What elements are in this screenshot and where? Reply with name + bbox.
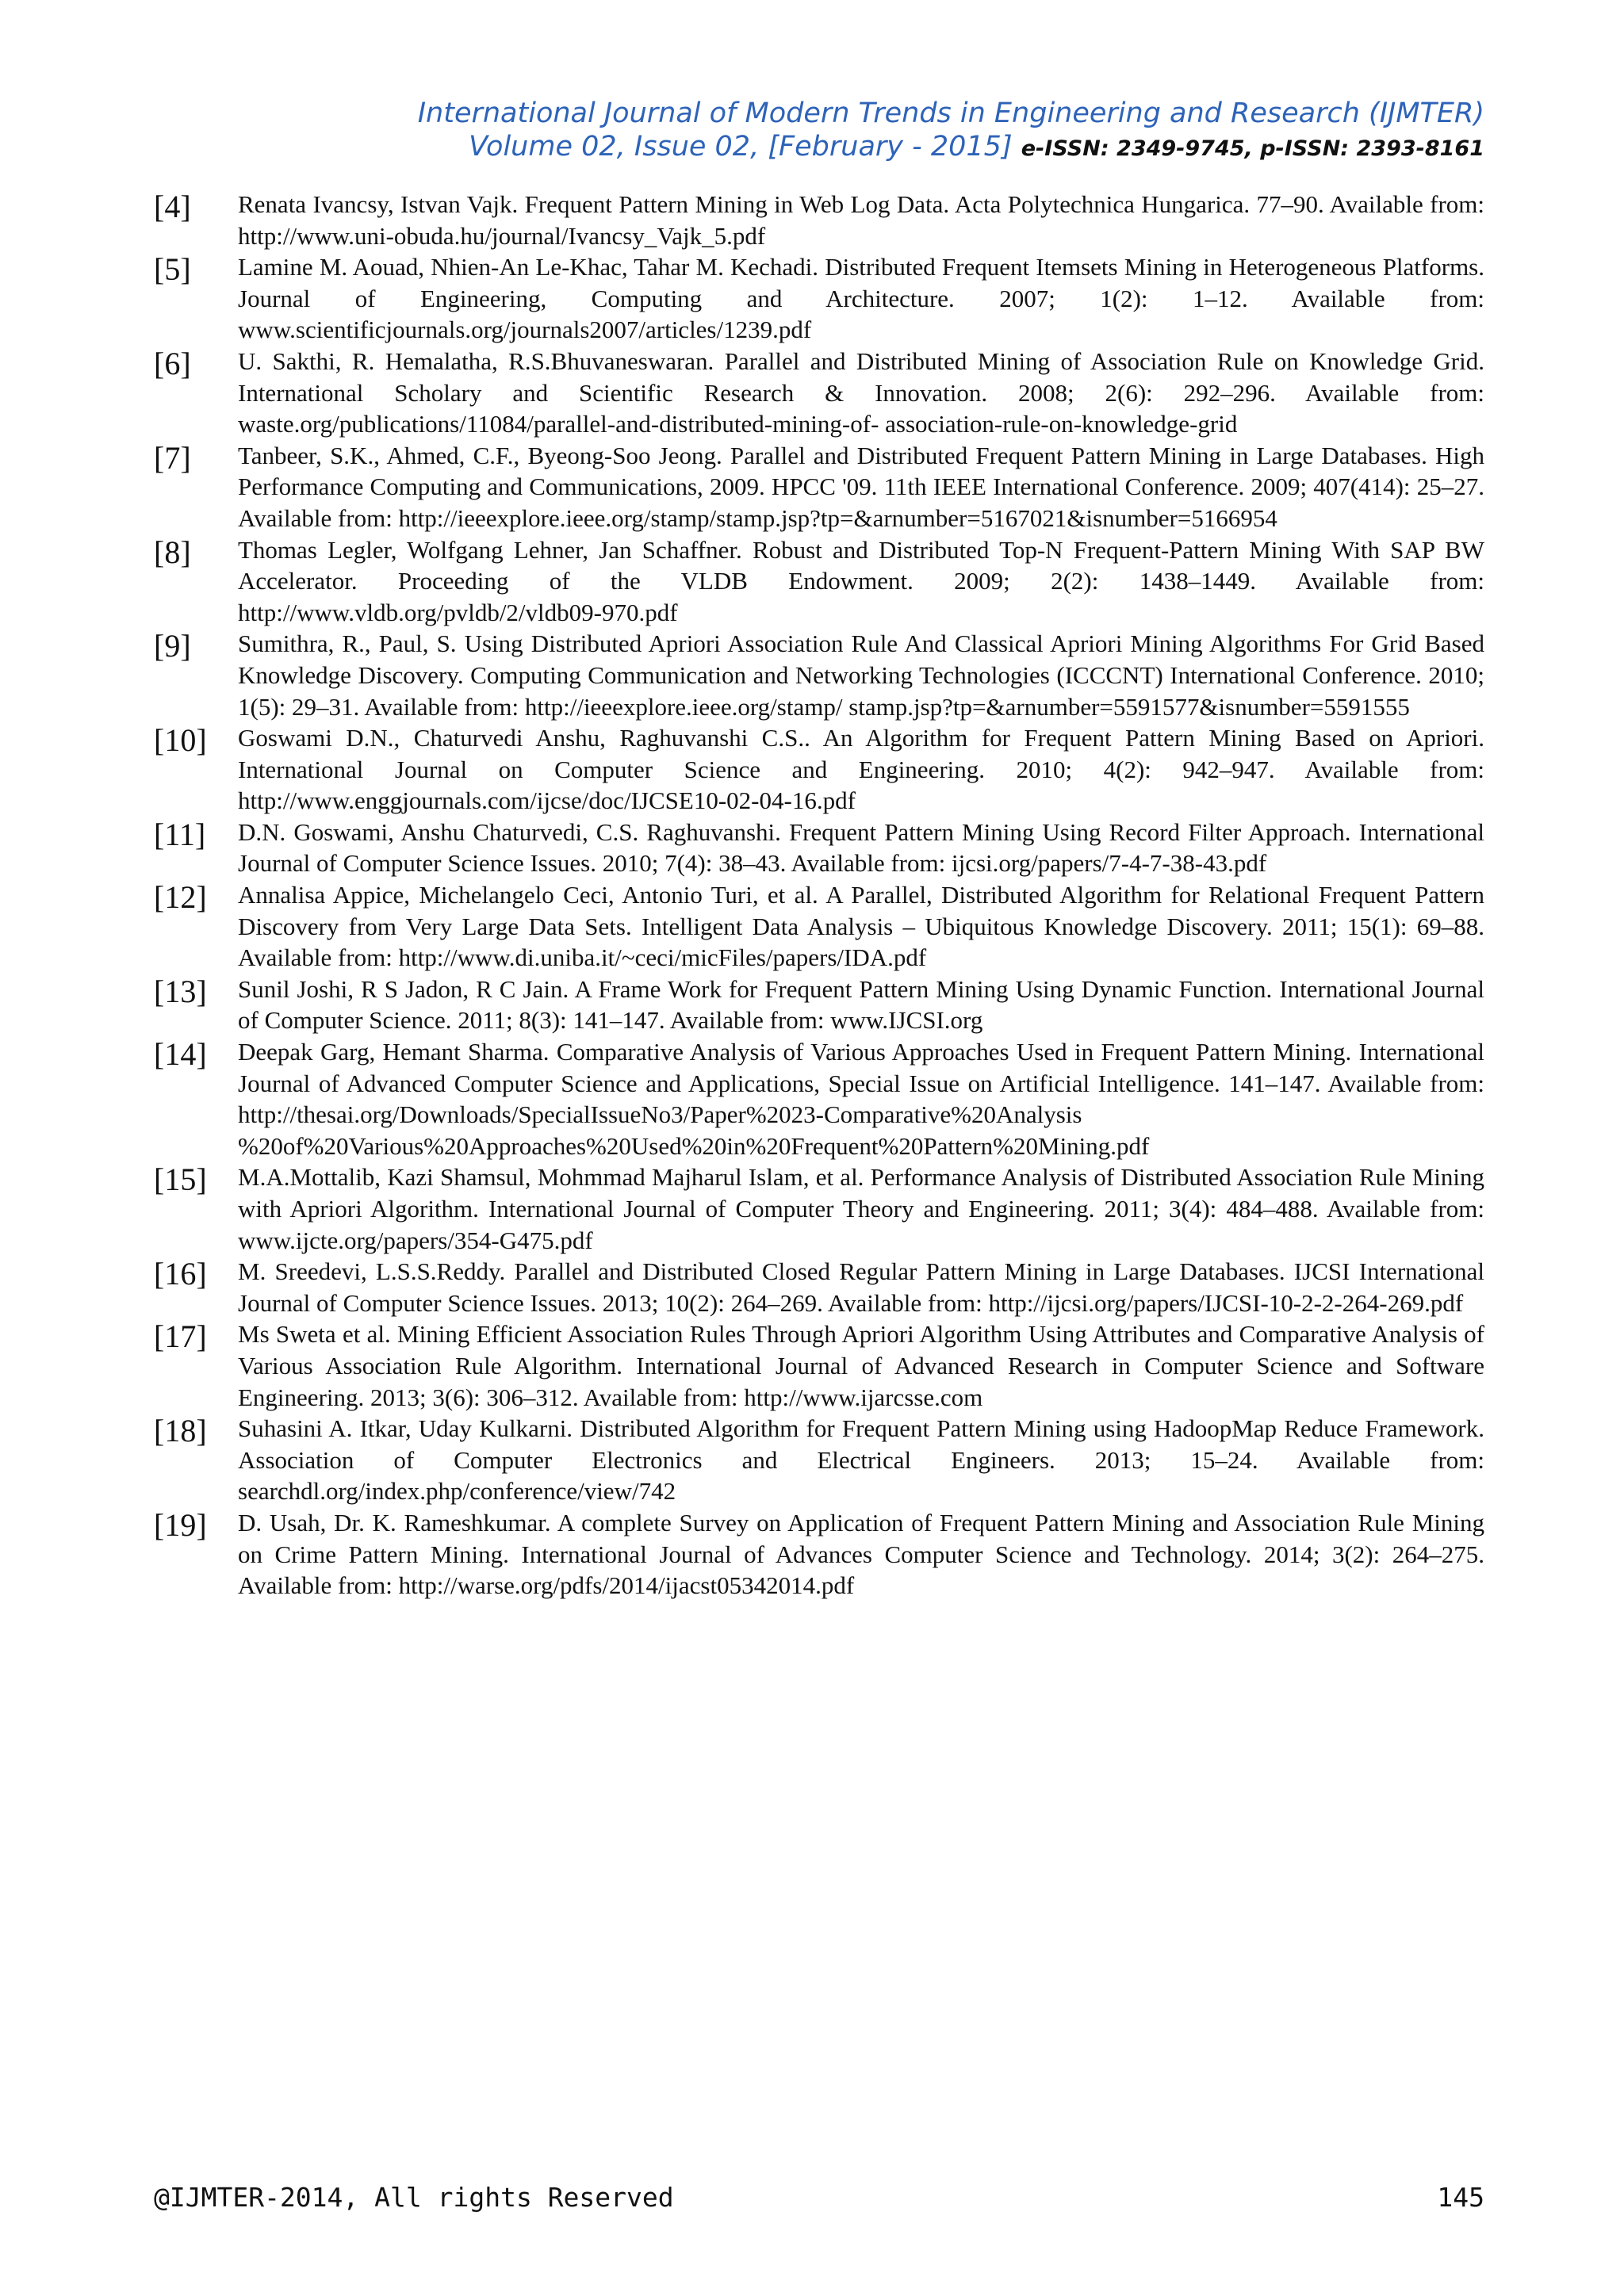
reference-text: Ms Sweta et al. Mining Efficient Association Rules Through Apriori Algorithm Using Attributes and Comparative Analysis of Various Association Rule Algorithm. International Journal of Advanced Research in Computer Science and Software Engineering. 2013; 3(6): 306–312. Available from: http://www.ijarcsse.com xyxy=(238,1320,1484,1411)
reference-item xyxy=(154,1161,1484,1256)
reference-number: [10] xyxy=(154,722,207,759)
reference-number: [19] xyxy=(154,1506,207,1543)
reference-number: [12] xyxy=(154,879,207,916)
reference-item xyxy=(154,817,1484,879)
journal-volume: Volume 02, Issue 02, [February - 2015] xyxy=(469,131,1013,163)
journal-header xyxy=(418,97,1484,166)
reference-list xyxy=(154,189,1484,1601)
reference-number: [4] xyxy=(154,189,191,224)
reference-item xyxy=(154,440,1484,534)
reference-text: M. Sreedevi, L.S.S.Reddy. Parallel and Distributed Closed Regular Pattern Mining in Large Databases. IJCSI International Journal of Computer Science Issues. 2013; 10(2): 264–269. Available from: http://ijcsi.org/papers/IJCSI-10-2-2-264-269.pdf xyxy=(238,1257,1484,1317)
reference-number: [18] xyxy=(154,1413,207,1449)
reference-item xyxy=(154,1318,1484,1413)
reference-text: Sunil Joshi, R S Jadon, R C Jain. A Frame Work for Frequent Pattern Mining Using Dynamic Function. International Journal of Computer Science. 2011; 8(3): 141–147. Available from: www.IJCSI.org xyxy=(238,974,1484,1035)
reference-item xyxy=(154,879,1484,974)
reference-text: D. Usah, Dr. K. Rameshkumar. A complete Survey on Application of Frequent Pattern Mining and Association Rule Mining on Crime Pattern Mining. International Journal of Advances Computer Science and Technology. 2014; 3(2): 264–275. Available from: http://warse.org/pdfs/2014/ijacst05342014.pdf xyxy=(238,1508,1484,1600)
reference-item xyxy=(154,346,1484,440)
reference-number: [11] xyxy=(154,816,206,852)
reference-text: Tanbeer, S.K., Ahmed, C.F., Byeong-Soo Jeong. Parallel and Distributed Frequent Pattern Mining in Large Databases. High Performance Computing and Communications, 2009. HPCC '09. 11th IEEE International Conference. 2009; 407(414): 25–27. Available from: http://ieeexplore.ieee.org/stamp/stamp.jsp?tp=&arnumber=5167021&isnumber=5166954 xyxy=(238,441,1484,532)
journal-title: International Journal of Modern Trends in Engineering and Research (IJMTER) xyxy=(417,98,1484,129)
page-footer xyxy=(154,2182,1484,2213)
reference-item xyxy=(154,189,1484,251)
reference-number: [8] xyxy=(154,534,191,570)
reference-item xyxy=(154,251,1484,346)
copyright-notice: @IJMTER-2014, All rights Reserved xyxy=(154,2182,674,2213)
reference-item xyxy=(154,722,1484,817)
reference-text: Deepak Garg, Hemant Sharma. Comparative Analysis of Various Approaches Used in Frequent Pattern Mining. International Journal of Advanced Computer Science and Applications, Special Issue on Artificial Intelligence. 141–147. Available from: http://thesai.org/Downloads/SpecialIssueNo3/Paper%2023-Comparative%20Analysis %20of%20Various%20Approaches%20Used%20in%20Frequent%20Pattern%20Mining.pdf xyxy=(238,1038,1484,1160)
reference-item xyxy=(154,1256,1484,1318)
reference-text: Lamine M. Aouad, Nhien-An Le-Khac, Tahar M. Kechadi. Distributed Frequent Itemsets Mining in Heterogeneous Platforms. Journal of Engineering, Computing and Architecture. 2007; 1(2): 1–12. Available from: www.scientificjournals.org/journals2007/articles/1239.pdf xyxy=(238,253,1484,344)
journal-issn: e-ISSN: 2349-9745, p-ISSN: 2393-8161 xyxy=(1021,136,1484,161)
page-number: 145 xyxy=(1437,2182,1484,2213)
reference-text: Thomas Legler, Wolfgang Lehner, Jan Schaffner. Robust and Distributed Top-N Frequent-Pattern Mining With SAP BW Accelerator. Proceeding of the VLDB Endowment. 2009; 2(2): 1438–1449. Available from: http://www.vldb.org/pvldb/2/vldb09-970.pdf xyxy=(238,535,1484,626)
reference-text: Suhasini A. Itkar, Uday Kulkarni. Distributed Algorithm for Frequent Pattern Mining using HadoopMap Reduce Framework. Association of Computer Electronics and Electrical Engineers. 2013; 15–24. Available from: searchdl.org/index.php/conference/view/742 xyxy=(238,1414,1484,1506)
reference-item xyxy=(154,628,1484,722)
reference-text: Annalisa Appice, Michelangelo Ceci, Antonio Turi, et al. A Parallel, Distributed Algorithm for Relational Frequent Pattern Discovery from Very Large Data Sets. Intelligent Data Analysis – Ubiquitous Knowledge Discovery. 2011; 15(1): 69–88. Available from: http://www.di.uniba.it/~ceci/micFiles/papers/IDA.pdf xyxy=(238,881,1484,972)
reference-number: [17] xyxy=(154,1318,207,1355)
reference-number: [6] xyxy=(154,345,191,381)
journal-volume-line xyxy=(418,130,1484,166)
reference-number: [14] xyxy=(154,1036,207,1073)
reference-text: U. Sakthi, R. Hemalatha, R.S.Bhuvaneswaran. Parallel and Distributed Mining of Association Rule on Knowledge Grid. International Scholary and Scientific Research & Innovation. 2008; 2(6): 292–296. Available from: waste.org/publications/11084/parallel-and-distributed-mining-of- association-rule-on-knowledge-grid xyxy=(238,346,1484,438)
reference-number: [5] xyxy=(154,251,191,288)
reference-number: [16] xyxy=(154,1256,207,1292)
reference-item xyxy=(154,974,1484,1036)
reference-item xyxy=(154,1507,1484,1601)
reference-text: D.N. Goswami, Anshu Chaturvedi, C.S. Raghuvanshi. Frequent Pattern Mining Using Record Filter Approach. International Journal of Computer Science Issues. 2010; 7(4): 38–43. Available from: ijcsi.org/papers/7-4-7-38-43.pdf xyxy=(238,817,1484,878)
reference-number: [15] xyxy=(154,1161,207,1198)
reference-number: [13] xyxy=(154,973,207,1009)
reference-text: Renata Ivancsy, Istvan Vajk. Frequent Pattern Mining in Web Log Data. Acta Polytechnica Hungarica. 77–90. Available from: http://www.uni-obuda.hu/journal/Ivancsy_Vajk_5.pdf xyxy=(238,190,1484,250)
reference-text: Sumithra, R., Paul, S. Using Distributed Apriori Association Rule And Classical Apriori Mining Algorithms For Grid Based Knowledge Discovery. Computing Communication and Networking Technologies (ICCCNT) International Conference. 2010; 1(5): 29–31. Available from: http://ieeexplore.ieee.org/stamp/ stamp.jsp?tp=&arnumber=5591577&isnumber=5591555 xyxy=(238,629,1484,721)
reference-number: [9] xyxy=(154,628,191,664)
reference-item xyxy=(154,1036,1484,1161)
reference-item xyxy=(154,1413,1484,1507)
reference-text: Goswami D.N., Chaturvedi Anshu, Raghuvanshi C.S.. An Algorithm for Frequent Pattern Mining Based on Apriori. International Journal on Computer Science and Engineering. 2010; 4(2): 942–947. Available from: http://www.enggjournals.com/ijcse/doc/IJCSE10-02-04-16.pdf xyxy=(238,724,1484,815)
reference-number: [7] xyxy=(154,439,191,476)
reference-text: M.A.Mottalib, Kazi Shamsul, Mohmmad Majharul Islam, et al. Performance Analysis of Distributed Association Rule Mining with Apriori Algorithm. International Journal of Computer Theory and Engineering. 2011; 3(4): 484–488. Available from: www.ijcte.org/papers/354-G475.pdf xyxy=(238,1163,1484,1254)
reference-item xyxy=(154,534,1484,629)
